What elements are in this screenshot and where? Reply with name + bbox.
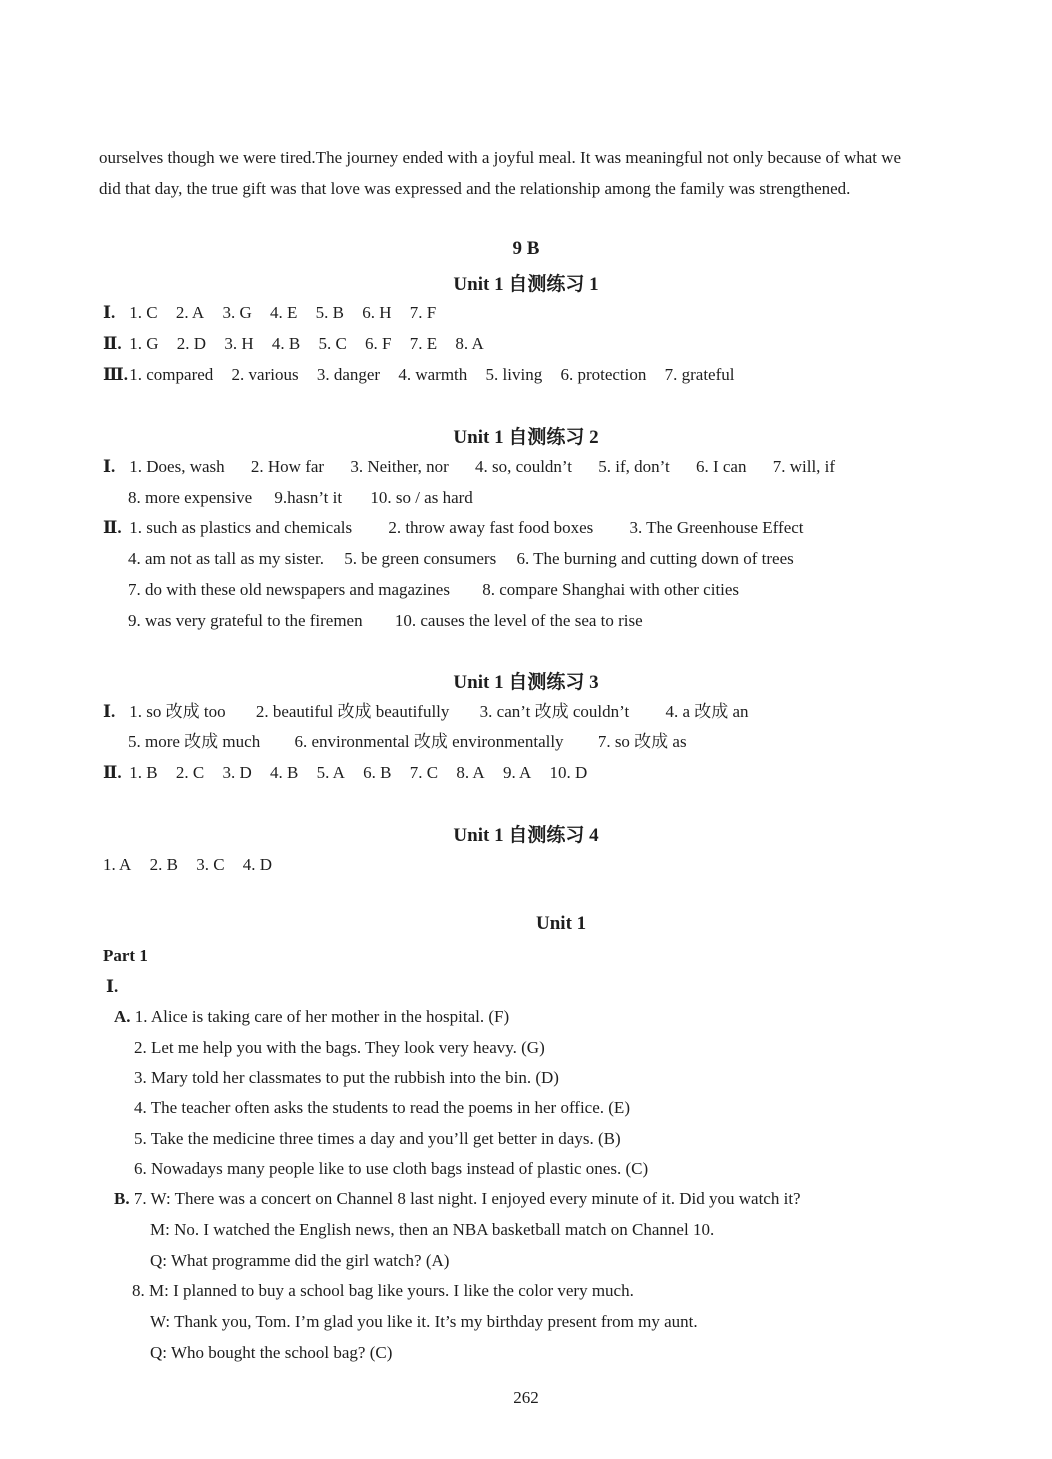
answer-item: 3. D <box>222 763 252 782</box>
answer-item: 10. so / as hard <box>370 488 473 507</box>
list-item: 5. Take the medicine three times a day and you’ll get better in days. (B) <box>134 1129 621 1148</box>
answer-item: 8. more expensive <box>128 488 253 507</box>
answer-item: 3. H <box>224 334 254 353</box>
answer-item: 2. throw away fast food boxes <box>388 518 594 537</box>
answer-item: 6. F <box>365 334 392 353</box>
answer-item: 7. grateful <box>664 365 735 384</box>
answer-item: 1. so 改成 too <box>129 702 226 721</box>
answer-item: 2. D <box>176 334 207 353</box>
answer-item: 7. so 改成 as <box>597 732 687 751</box>
roman-numeral: Ⅱ. <box>103 518 122 537</box>
answer-item: 1. such as plastics and chemicals <box>129 518 353 537</box>
answer-item: 6. protection <box>560 365 647 384</box>
list-item: 3. Mary told her classmates to put the rubbish into the bin. (D) <box>134 1068 559 1087</box>
book-title: 9 B <box>512 238 540 259</box>
answer-item: 9. was very grateful to the firemen <box>128 611 363 630</box>
intro-line-1: ourselves though we were tired.The journey ended with a joyful meal. It was meaningful not only because of what we <box>99 148 902 167</box>
unit-title: Unit 1 <box>536 913 587 934</box>
answer-item: 3. can’t 改成 couldn’t <box>479 702 630 721</box>
roman-numeral: Ⅱ. <box>103 763 122 782</box>
dialogue-line: 8. M: I planned to buy a school bag like yours. I like the color very much. <box>132 1281 634 1300</box>
question-text: 1. Alice is taking care of her mother in the hospital. (F) <box>134 1007 510 1026</box>
answer-row <box>103 855 286 875</box>
answer-item: 2. beautiful 改成 beautifully <box>255 702 450 721</box>
answer-row <box>103 702 763 722</box>
answer-item: 5. A <box>316 763 345 782</box>
answer-item: 3. The Greenhouse Effect <box>629 518 804 537</box>
part-label: Part 1 <box>103 946 148 965</box>
answer-item: 5. living <box>485 365 543 384</box>
answer-item: 2. B <box>149 855 178 874</box>
list-item: 6. Nowadays many people like to use cloth bags instead of plastic ones. (C) <box>134 1159 649 1178</box>
answer-row <box>128 732 701 752</box>
answer-item: 1. A <box>103 855 132 874</box>
answer-item: 3. G <box>222 303 252 322</box>
answer-item: 4. am not as tall as my sister. <box>128 549 324 568</box>
answer-row <box>128 580 753 600</box>
answer-item: 6. I can <box>695 457 747 476</box>
answer-row <box>103 334 498 354</box>
answer-item: 1. Does, wash <box>129 457 225 476</box>
answer-item: 5. be green consumers <box>344 549 497 568</box>
list-item: 4. The teacher often asks the students to read the poems in her office. (E) <box>134 1098 630 1117</box>
answer-item: 5. B <box>315 303 344 322</box>
answer-row <box>128 549 808 569</box>
answer-item: 4. B <box>271 334 301 353</box>
answer-item: 3. C <box>196 855 225 874</box>
answer-item: 4. a 改成 an <box>665 702 749 721</box>
answer-item: 7. C <box>409 763 439 782</box>
answer-item: 8. A <box>455 334 484 353</box>
answer-row <box>128 611 657 631</box>
section-title-3: Unit 1 自测练习 3 <box>453 672 599 693</box>
roman-numeral: Ⅰ. <box>103 457 116 476</box>
answer-row <box>103 365 748 385</box>
answer-item: 2. How far <box>250 457 325 476</box>
answer-item: 5. more 改成 much <box>128 732 261 751</box>
answer-item: 2. C <box>175 763 205 782</box>
answer-row <box>128 488 487 508</box>
dialogue-line: Q: Who bought the school bag? (C) <box>150 1343 393 1362</box>
answer-item: 4. B <box>269 763 299 782</box>
roman-numeral: Ⅱ. <box>103 334 122 353</box>
answer-item: 7. E <box>409 334 438 353</box>
answer-row <box>103 457 849 477</box>
answer-row <box>103 763 601 783</box>
answer-item: 6. H <box>362 303 392 322</box>
answer-item: 7. do with these old newspapers and magazines <box>128 580 450 599</box>
answer-item: 10. D <box>549 763 588 782</box>
roman-numeral: Ⅲ. <box>103 365 128 384</box>
section-b-label: B. <box>114 1189 130 1208</box>
answer-row <box>103 303 450 323</box>
answer-item: 9.hasn’t it <box>274 488 343 507</box>
answer-item: 10. causes the level of the sea to rise <box>394 611 643 630</box>
answer-item: 7. will, if <box>772 457 836 476</box>
answer-item: 8. compare Shanghai with other cities <box>482 580 740 599</box>
answer-item: 5. if, don’t <box>598 457 670 476</box>
page-number: 262 <box>513 1388 539 1407</box>
section-title-2: Unit 1 自测练习 2 <box>453 427 599 448</box>
list-item <box>114 1007 509 1027</box>
answer-item: 8. A <box>456 763 485 782</box>
list-item: 2. Let me help you with the bags. They look very heavy. (G) <box>134 1038 545 1057</box>
roman-numeral: Ⅰ. <box>103 702 116 721</box>
list-item <box>114 1189 801 1209</box>
answer-item: 6. environmental 改成 environmentally <box>294 732 564 751</box>
answer-item: 6. B <box>363 763 392 782</box>
answer-item: 3. Neither, nor <box>350 457 449 476</box>
dialogue-line: M: No. I watched the English news, then an NBA basketball match on Channel 10. <box>150 1220 715 1239</box>
section-a-label: A. <box>114 1007 131 1026</box>
dialogue-line: Q: What programme did the girl watch? (A) <box>150 1251 450 1270</box>
answer-item: 3. danger <box>316 365 381 384</box>
answer-item: 2. various <box>231 365 299 384</box>
answer-item: 4. D <box>242 855 273 874</box>
answer-item: 1. compared <box>129 365 214 384</box>
answer-item: 1. G <box>129 334 159 353</box>
roman-numeral: Ⅰ. <box>103 303 116 322</box>
answer-item: 1. B <box>129 763 158 782</box>
roman-numeral: Ⅰ. <box>106 977 119 996</box>
section-title-4: Unit 1 自测练习 4 <box>453 825 599 846</box>
answer-item: 7. F <box>409 303 437 322</box>
dialogue-line: W: Thank you, Tom. I’m glad you like it. It’s my birthday present from my aunt. <box>150 1312 698 1331</box>
dialogue-line: 7. W: There was a concert on Channel 8 last night. I enjoyed every minute of it. Did you watch it? <box>133 1189 801 1208</box>
intro-line-2: did that day, the true gift was that love was expressed and the relationship among the family was strengthened. <box>99 179 851 198</box>
answer-item: 9. A <box>502 763 532 782</box>
answer-item: 1. C <box>129 303 158 322</box>
answer-item: 2. A <box>175 303 205 322</box>
answer-item: 4. E <box>269 303 298 322</box>
answer-row <box>103 518 818 538</box>
answer-item: 4. so, couldn’t <box>475 457 572 476</box>
answer-item: 5. C <box>318 334 347 353</box>
answer-item: 6. The burning and cutting down of trees <box>516 549 794 568</box>
answer-item: 4. warmth <box>398 365 468 384</box>
section-title-1: Unit 1 自测练习 1 <box>453 274 599 295</box>
